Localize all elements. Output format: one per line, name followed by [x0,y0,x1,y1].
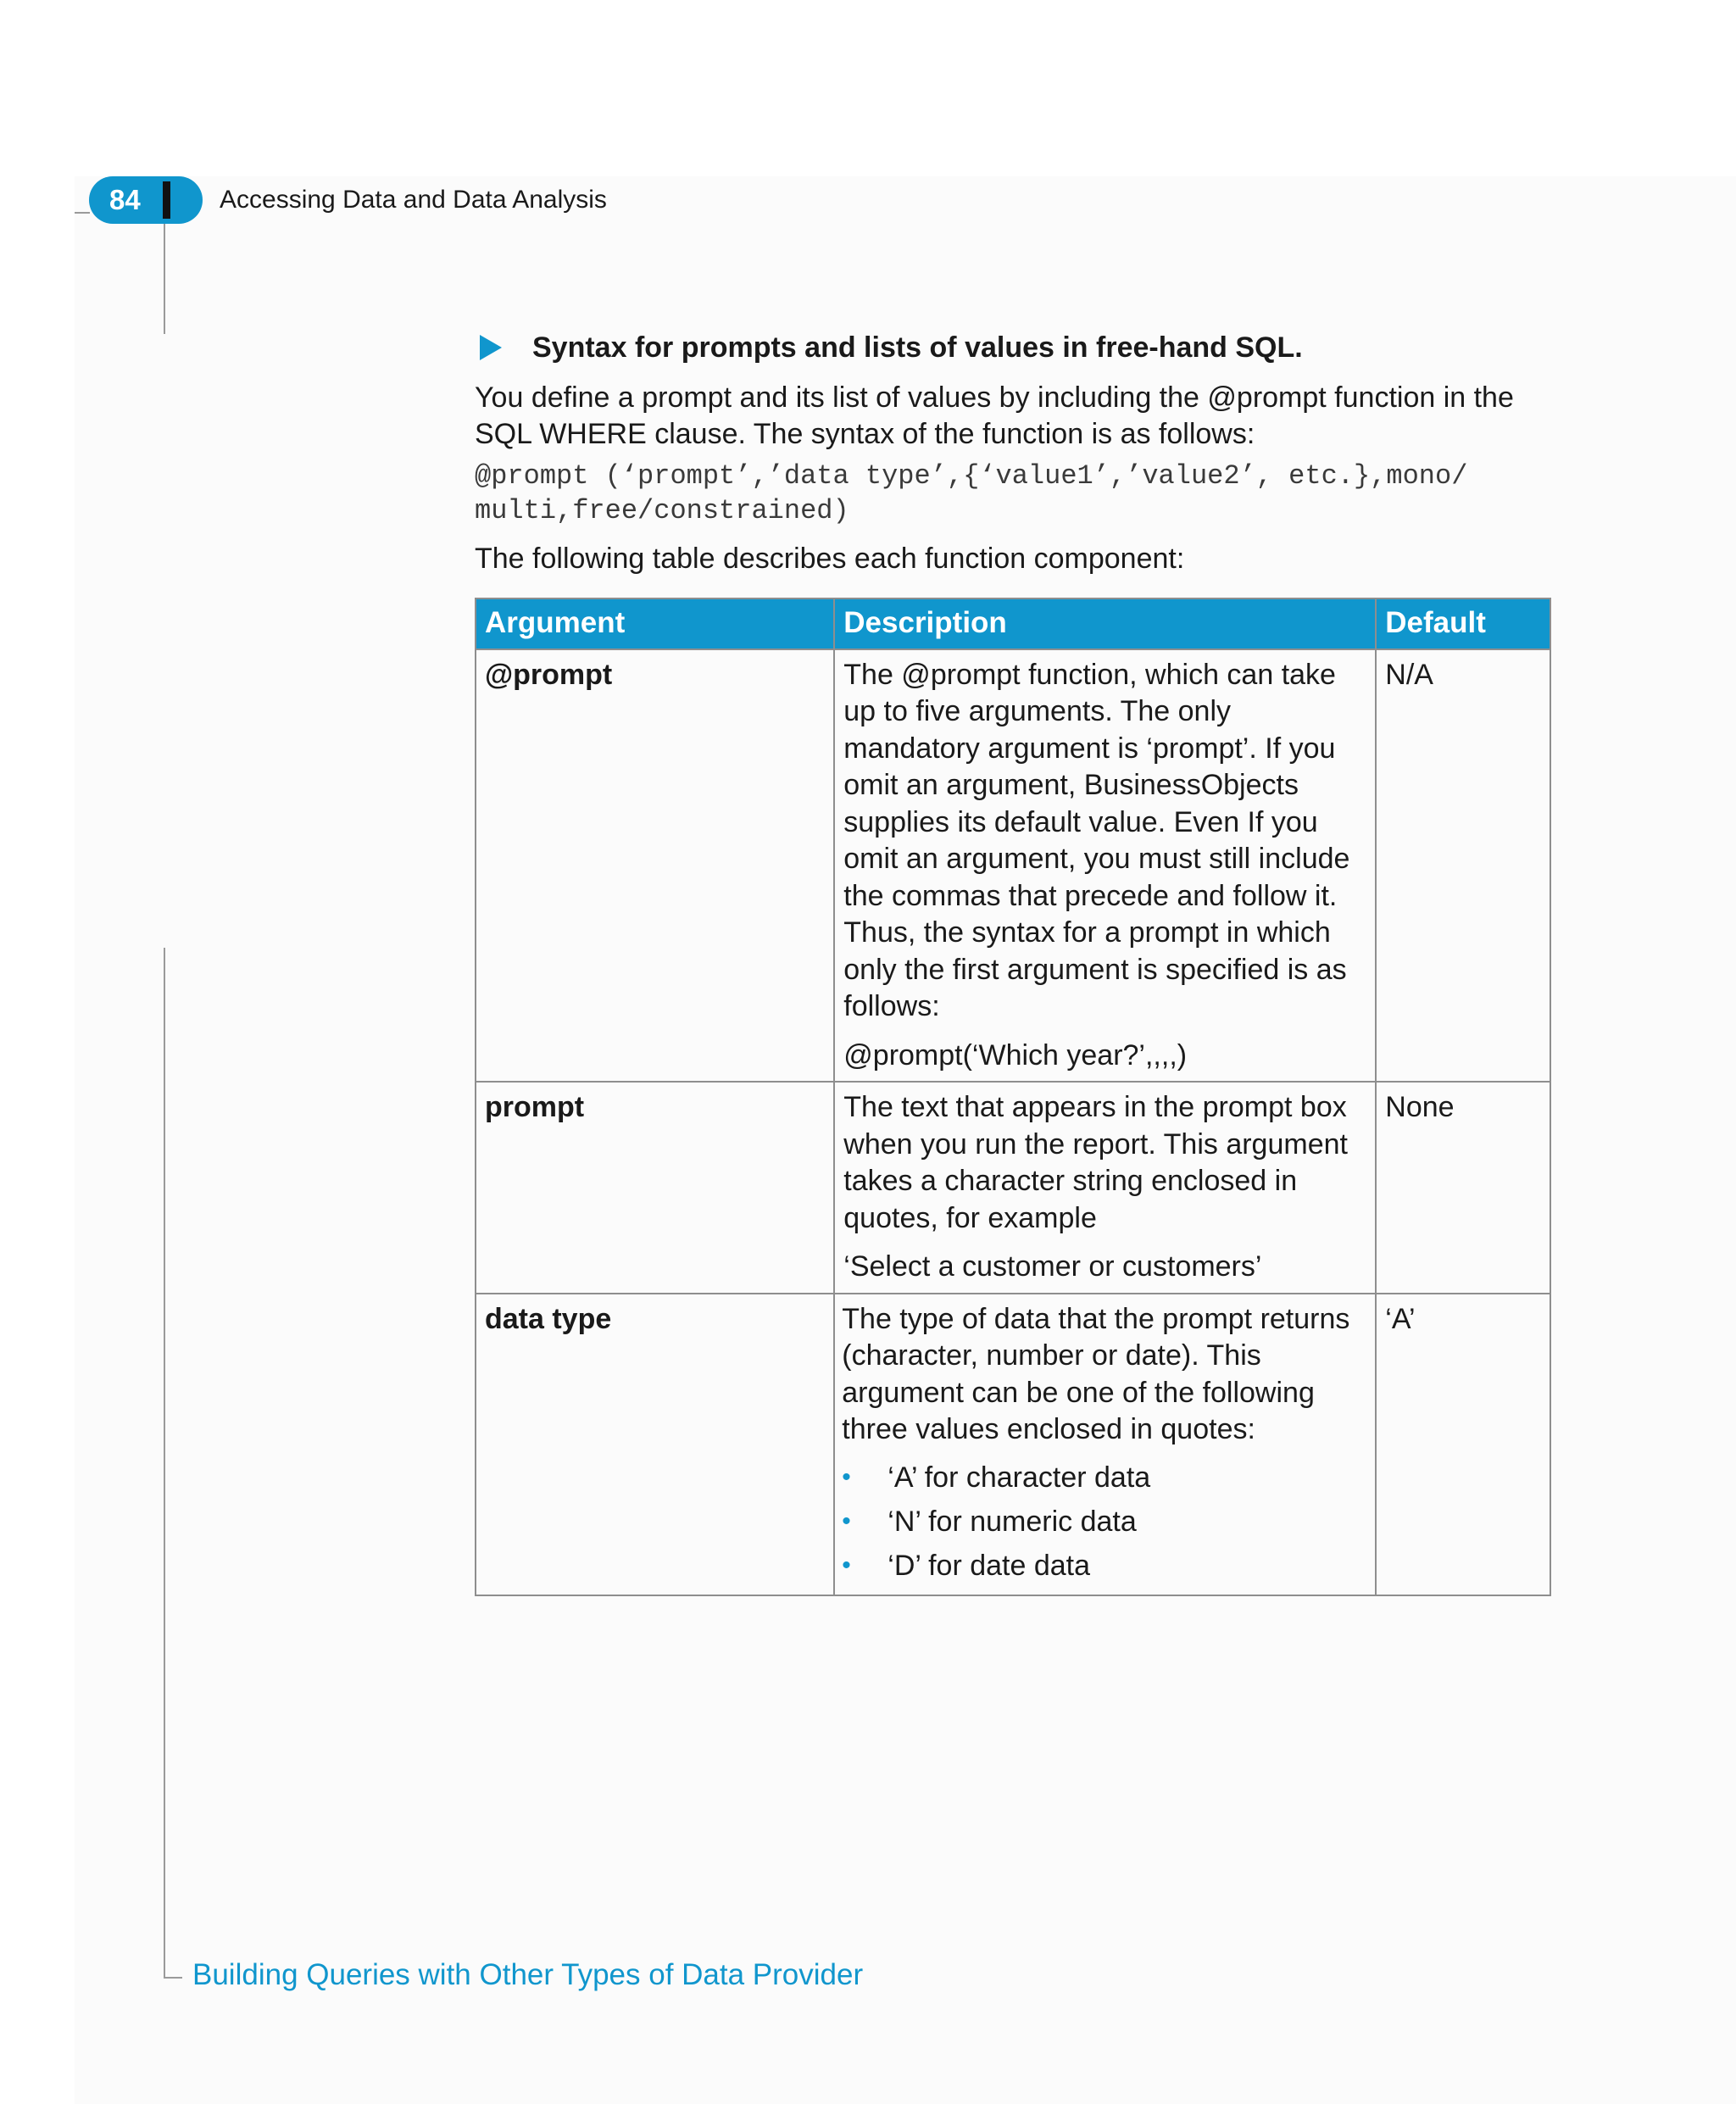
list-item: • ‘D’ for date data [842,1544,1366,1588]
section-title: Syntax for prompts and lists of values in free-hand SQL. [532,331,1303,364]
footer-rule [164,1977,182,1979]
code-line: @prompt (‘prompt’,’data type’,{‘value1’,’value2’, etc.},mono/ [475,460,1468,492]
running-header-title: Accessing Data and Data Analysis [220,186,607,214]
value-list [842,1456,1366,1588]
table-row [476,1294,1550,1595]
description-cell [834,1294,1376,1595]
column-header-argument: Argument [476,598,834,649]
triangle-arrow-icon [480,335,502,360]
bullet-icon: • [842,1462,851,1491]
page-number-divider [163,181,170,219]
table-intro-paragraph: The following table describes each function component: [475,543,1185,575]
description-text: The @prompt function, which can take up to five arguments. The only mandatory argument is ‘prompt’. If you omit an argument, BusinessObjects supplies its default value. Even If you omit an argument, you must still include the commas that precede and follow it. Thus, the syntax for a prompt in which only the first argument is specified is as follows: [843,658,1350,1022]
argument-cell: data type [476,1294,834,1595]
description-example: @prompt(‘Which year?’,,,,) [843,1038,1188,1071]
intro-paragraph: You define a prompt and its list of values by including the @prompt function in the SQL WHERE clause. The syntax of the function is as follows: [475,381,1514,450]
bullet-icon: • [842,1506,851,1535]
page-number-badge [89,176,203,224]
description-text: The type of data that the prompt returns (character, number or date). This argument can be one of the following three values enclosed in quotes: [842,1302,1350,1445]
margin-rule-bottom [164,948,165,1979]
default-cell: None [1376,1082,1550,1294]
argument-cell: prompt [476,1082,834,1294]
list-item: • ‘A’ for character data [842,1456,1366,1500]
code-line: multi,free/constrained) [475,495,849,526]
column-header-description: Description [834,598,1376,649]
default-cell: N/A [1376,649,1550,1083]
description-text: The text that appears in the prompt box when you run the report. This argument takes a character string enclosed in quotes, for example [843,1091,1348,1234]
description-example: ‘Select a customer or customers’ [843,1250,1262,1283]
column-header-default: Default [1376,598,1550,649]
header-rule [75,212,90,214]
list-item: • ‘N’ for numeric data [842,1500,1366,1544]
bullet-icon: • [842,1550,851,1579]
running-footer-title: Building Queries with Other Types of Data Provider [192,1958,864,1991]
default-cell: ‘A’ [1376,1294,1550,1595]
page-number: 84 [109,184,141,215]
syntax-code-block [475,459,1551,528]
arguments-table [475,598,1551,1596]
table-header-row [476,598,1550,649]
argument-cell: @prompt [476,649,834,1083]
table-row [476,1082,1550,1294]
margin-rule-top [164,224,165,334]
description-cell [834,649,1376,1083]
table-row [476,649,1550,1083]
description-cell [834,1082,1376,1294]
section-heading [480,329,1303,366]
